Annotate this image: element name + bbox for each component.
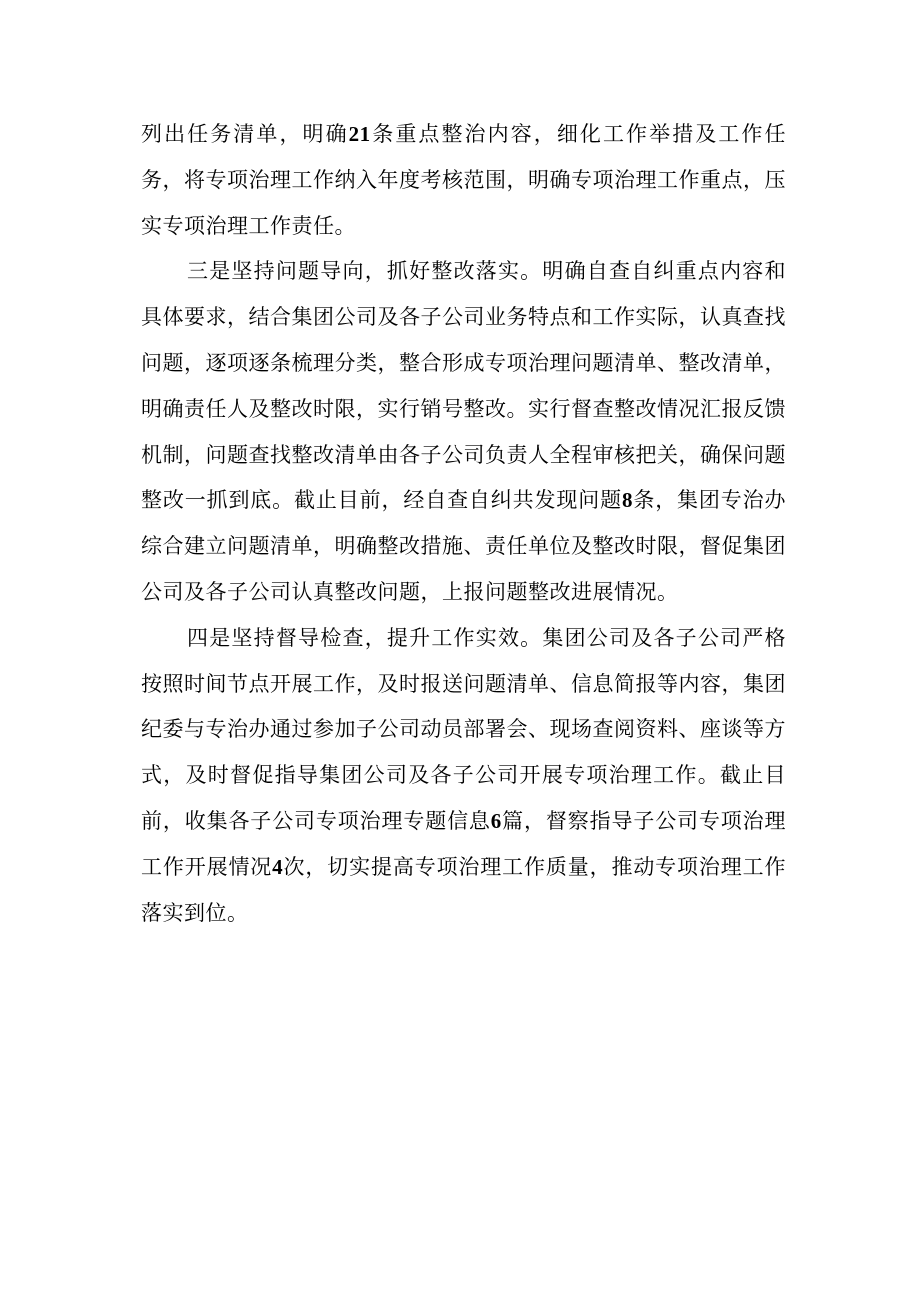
bold-number: 6 — [490, 808, 502, 833]
document-body — [141, 112, 786, 936]
paragraph-text: 次，切实提高专项治理工作质量，推动专项治理工作落实到位。 — [141, 854, 786, 925]
paragraph-text: 三是坚持问题导向，抓好整改落实。明确自查自纠重点内容和具体要求，结合集团公司及各子公司业务特点和工作实际，认真查找问题，逐项逐条梳理分类，整合形成专项治理问题清单、整改清单，明确责任人及整改时限，实行销号整改。实行督查整改情况汇报反馈机制，问题查找整改清单由各子公司负责人全程审核把关，确保问题整改一抓到底。截止目前，经自查自纠共发现问题 — [141, 259, 786, 513]
paragraph-text: 条重点整治内容，细化工作举措及工作任务，将专项治理工作纳入年度考核范围，明确专项治理工作重点，压实专项治理工作责任。 — [141, 122, 787, 238]
paragraph-text: 四是坚持督导检查，提升工作实效。集团公司及各子公司严格按照时间节点开展工作，及时报送问题清单、信息简报等内容，集团纪委与专治办通过参加子公司动员部署会、现场查阅资料、座谈等方式，及时督促指导集团公司及各子公司开展专项治理工作。截止目前，收集各子公司专项治理专题信息 — [141, 625, 786, 833]
paragraph-supervision — [141, 616, 786, 937]
paragraph-text: 篇，督察指导子公司专项治理工作开展情况 — [141, 808, 787, 879]
bold-number: 21 — [348, 122, 371, 146]
paragraph-task-list — [141, 112, 786, 249]
bold-number: 8 — [621, 488, 633, 513]
bold-number: 4 — [272, 854, 284, 879]
paragraph-text: 条，集团专治办综合建立问题清单，明确整改措施、责任单位及整改时限，督促集团公司及各子公司认真整改问题，上报问题整改进展情况。 — [141, 488, 787, 604]
paragraph-text: 列出任务清单，明确 — [141, 122, 349, 146]
paragraph-problem-oriented — [141, 249, 786, 615]
